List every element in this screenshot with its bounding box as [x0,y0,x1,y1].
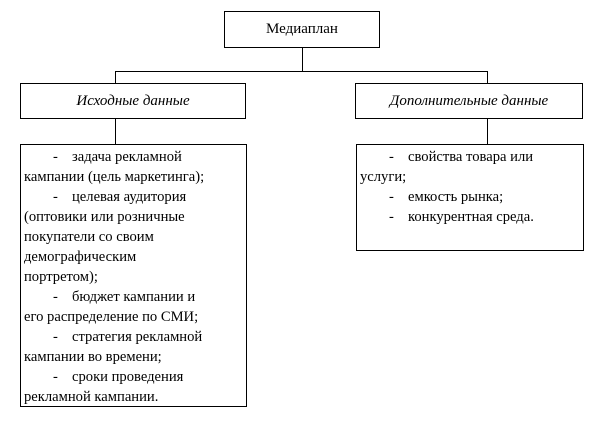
list-item-marker: - [53,289,58,305]
connector-right-drop [487,118,488,145]
list-item-text: стратегия рекламной кампании во времени; [24,329,203,365]
connector-left-drop [115,118,116,145]
connector-branch-horizontal [115,71,488,72]
branch-content-additional-data [356,144,584,251]
list-item-text: конкурентная среда. [408,209,534,225]
list-item-text: бюджет кампании и его распределение по СМИ; [24,289,199,325]
list-item [24,367,212,407]
list-item [24,187,212,287]
list-item-text: свойства товара или услуги; [360,149,534,185]
list-item-text: задача рекламной кампании (цель маркетинга); [24,149,205,185]
root-node [224,11,380,48]
list-item-text: целевая аудитория (оптовики или розничные покупатели со своим демографическим портретом); [24,189,187,285]
list-item-marker: - [53,189,58,205]
list-item-text: емкость рынка; [408,189,504,205]
list-item [24,147,212,187]
list-item-marker: - [53,149,58,165]
list-item [360,187,577,207]
list-item-marker: - [389,149,394,165]
list-item [360,207,577,227]
root-node-label: Медиаплан [266,21,338,37]
list-item [24,287,212,327]
list-item [24,327,212,367]
branch-header-initial-data [20,83,246,119]
branch-header-additional-data [355,83,583,119]
list-item [360,147,577,187]
branch-header-additional-data-label: Дополнительные данные [389,92,549,109]
connector-root-trunk [302,47,303,72]
list-item-marker: - [53,369,58,385]
list-item-marker: - [389,209,394,225]
branch-header-initial-data-label: Исходные данные [76,92,190,109]
list-item-text: сроки проведения рекламной кампании. [24,369,184,405]
list-item-marker: - [389,189,394,205]
list-item-marker: - [53,329,58,345]
branch-content-initial-data [20,144,247,407]
